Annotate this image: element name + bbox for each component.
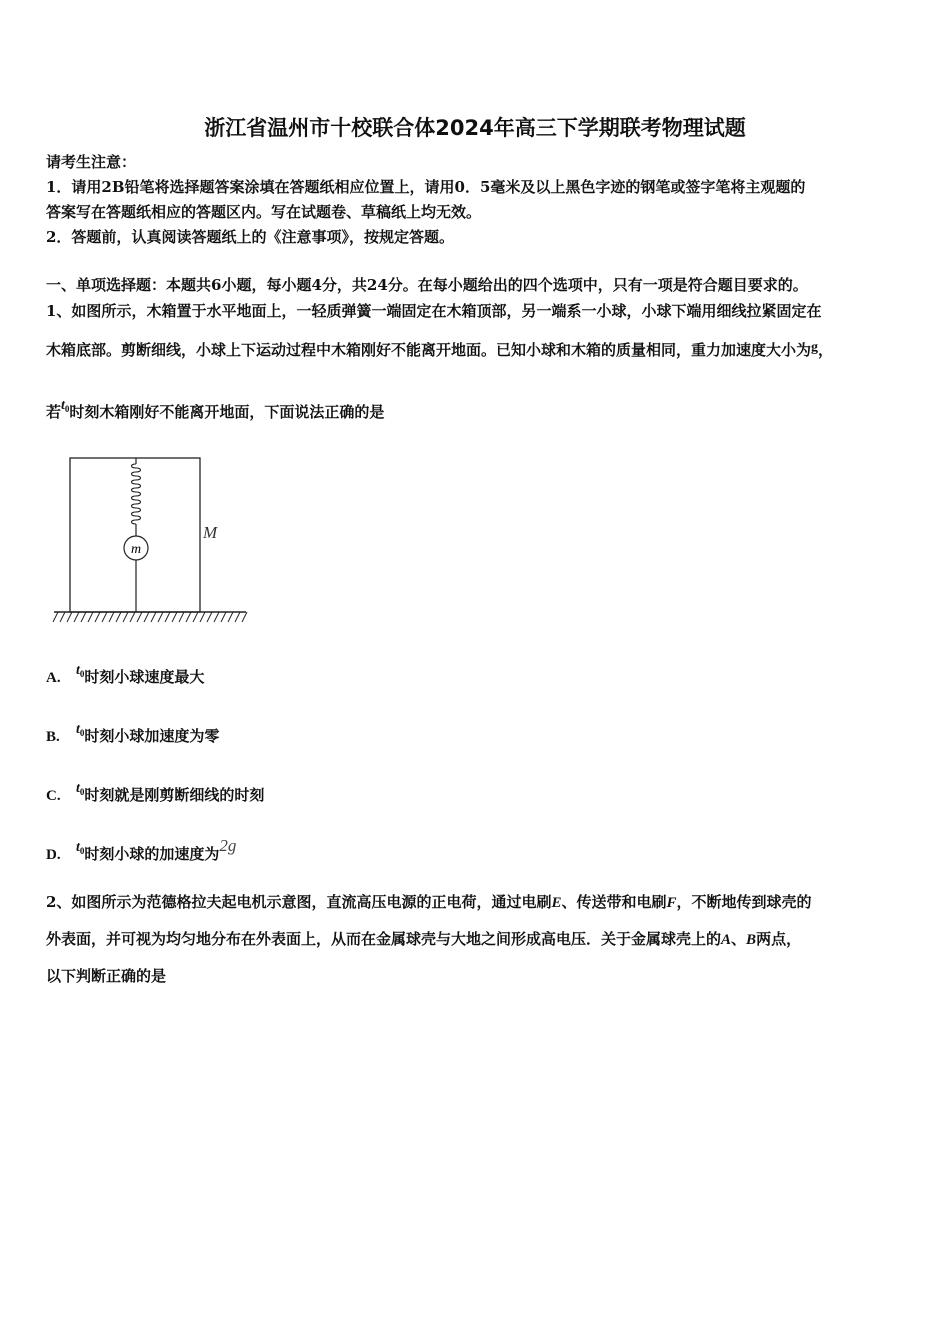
option-c-letter: C. (46, 788, 61, 804)
option-a[interactable] (46, 663, 205, 689)
t0-symbol: $t_0$ (61, 398, 70, 414)
brush-e: E (551, 895, 562, 911)
option-d-letter: D. (46, 847, 61, 863)
notice-heading: 请考生注意： (46, 153, 137, 171)
brush-f: F (666, 895, 677, 911)
option-d-formula: 2g (219, 836, 237, 855)
box-label: M (203, 523, 218, 542)
option-b-text: 时刻小球加速度为零 (84, 727, 220, 745)
notice-line-1: 1．请用2B铅笔将选择题答案涂填在答题纸相应位置上，请用0．5毫米及以上黑色字迹的钢笔或签字笔将主观题的 (46, 178, 806, 196)
option-c-text: 时刻就是刚剪断细线的时刻 (84, 786, 265, 804)
notice-line-2: 答案写在答题纸相应的答题区内。写在试题卷、草稿纸上均无效。 (46, 203, 482, 221)
q1-line-3-post: 时刻木箱刚好不能离开地面，下面说法正确的是 (69, 403, 385, 421)
option-d-text: 时刻小球的加速度为 (84, 845, 220, 863)
g-symbol: g (811, 340, 819, 355)
ball-label: m (130, 542, 142, 557)
notice-line-3: 2．答题前，认真阅读答题纸上的《注意事项》，按规定答题。 (46, 228, 454, 246)
q1-line-3-pre: 若 (46, 403, 62, 421)
option-d[interactable] (46, 836, 237, 866)
t0-symbol: $t_0$ (76, 663, 85, 679)
section-heading: 一、单项选择题：本题共6小题，每小题4分，共24分。在每小题给出的四个选项中，只有一项是符合题目要求的。 (46, 276, 808, 294)
q1-line-2-text: 木箱底部。剪断细线，小球上下运动过程中木箱刚好不能离开地面。已知小球和木箱的质量相同，重力加速度大小为 (46, 341, 812, 359)
q2-line-2: 外表面，并可视为均匀地分布在外表面上，从而在金属球壳与大地之间形成高电压．关于金属球壳上的A、B两点， (46, 930, 802, 948)
t0-symbol: $t_0$ (76, 722, 85, 738)
option-c[interactable] (46, 781, 265, 807)
spring-box-figure (50, 452, 250, 628)
point-b: B (746, 932, 757, 948)
option-b[interactable] (46, 722, 220, 748)
t0-symbol: $t_0$ (76, 840, 85, 856)
q2-line-1: 2、如图所示为范德格拉夫起电机示意图，直流高压电源的正电荷，通过电刷E、传送带和电刷F，不断地传到球壳的 (46, 893, 812, 911)
q1-line-1: 1、如图所示，木箱置于水平地面上，一轻质弹簧一端固定在木箱顶部，另一端系一小球，小球下端用细线拉紧固定在 (46, 302, 822, 320)
option-b-letter: B. (46, 729, 60, 745)
q1-line-3 (46, 398, 385, 424)
q2-line-3: 以下判断正确的是 (46, 967, 167, 985)
t0-symbol: $t_0$ (76, 781, 85, 797)
point-a: A (721, 932, 732, 948)
option-a-text: 时刻小球速度最大 (84, 668, 205, 686)
page-title: 浙江省温州市十校联合体2024年高三下学期联考物理试题 (204, 116, 746, 140)
option-a-letter: A. (46, 670, 61, 686)
q1-line-2-end: ， (818, 341, 834, 359)
q1-line-2 (46, 340, 833, 362)
